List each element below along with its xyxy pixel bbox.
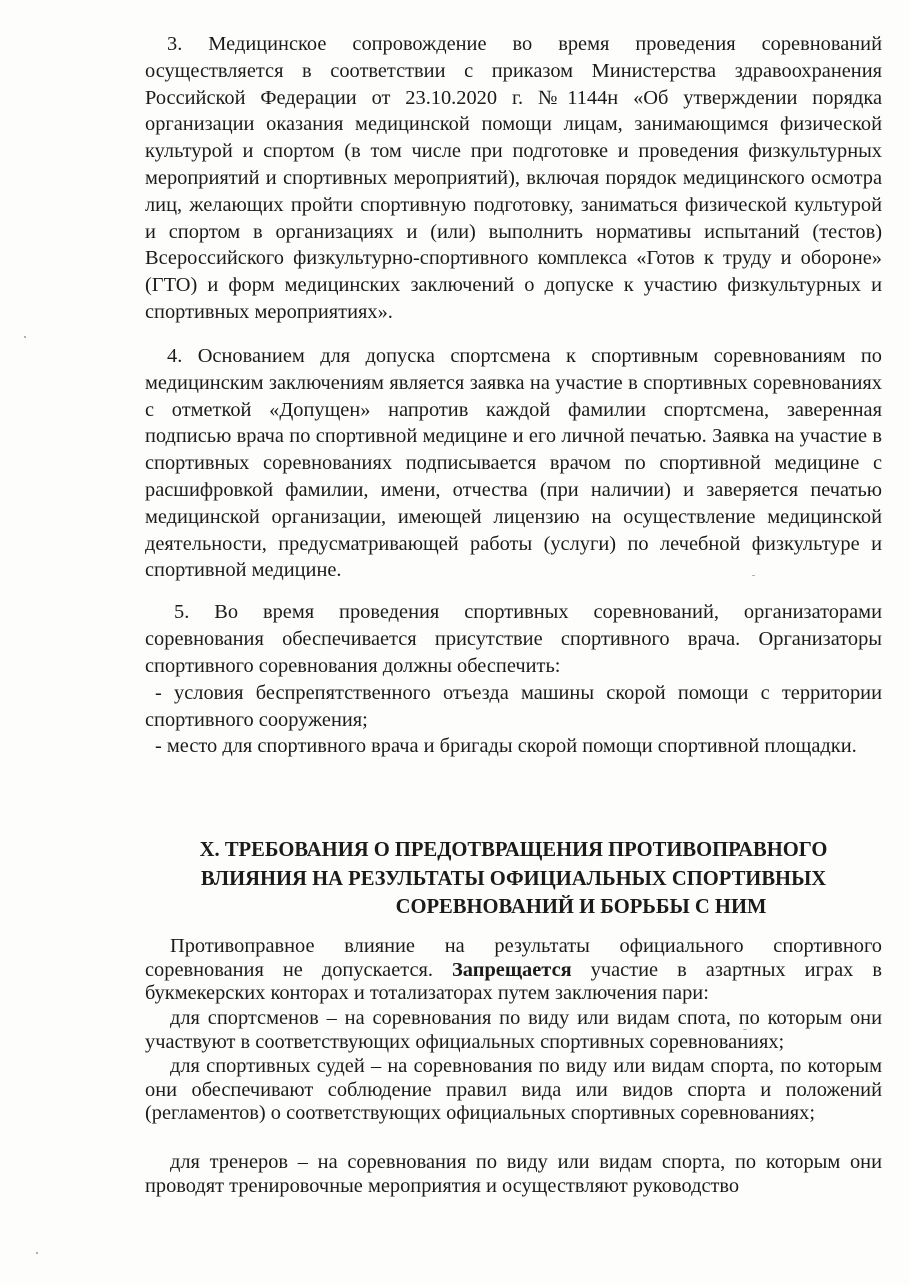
scan-speck xyxy=(752,575,755,576)
intro-bold-word: Запрещается xyxy=(452,958,572,981)
scan-speck xyxy=(743,1029,747,1030)
section-heading xyxy=(145,836,882,922)
scan-speck xyxy=(24,336,26,338)
item-judges: для спортивных судей – на соревнования по виду или видам спорта, по которым они обеспечивают соблюдение правил вида или видов спорта и положений (регламентов) о соответствующих официальных спортивных соревнованиях; xyxy=(145,1055,882,1125)
section-heading-line-2: ВЛИЯНИЯ НА РЕЗУЛЬТАТЫ ОФИЦИАЛЬНЫХ СПОРТИВНЫХ xyxy=(200,867,827,890)
section-heading-line-3: СОРЕВНОВАНИЙ И БОРЬБЫ С НИМ xyxy=(395,896,767,918)
bullet-doctor-place: - место для спортивного врача и бригады скорой помощи спортивной площадки. xyxy=(155,735,857,757)
bullet-ambulance-exit: - условия беспрепятственного отъезда машины скорой помощи с территории спортивного сооружения; xyxy=(145,682,882,731)
paragraph-5: 5. Во время проведения спортивных соревнований, организаторами соревнования обеспечивается присутствие спортивного врача. Организаторы спортивного соревнования должны обеспечить: xyxy=(145,601,882,677)
paragraph-4: 4. Основанием для допуска спортсмена к спортивным соревнованиям по медицинским заключениям является заявка на участие в спортивных соревнованиях с отметкой «Допущен» напротив каждой фамилии спортсмена, заверенная подписью врача по спортивной медицине и его личной печатью. Заявка на участие в спортивных соревнованиях подписывается врачом по спортивной медицине с расшифровкой фамилии, имени, отчества (при наличии) и заверяется печатью медицинской организации, имеющей лицензию на осуществление медицинской деятельности, предусматривающей работы (услуги) по лечебной физкультуре и спортивной медицине. xyxy=(145,345,882,582)
section-heading-line-1: X. ТРЕБОВАНИЯ О ПРЕДОТВРАЩЕНИЯ ПРОТИВОПРАВНОГО xyxy=(199,839,828,861)
paragraph-3: 3. Медицинское сопровождение во время проведения соревнований осуществляется в соответствии с приказом Министерства здравоохранения Российской Федерации от 23.10.2020 г. №1144н «Об утверждении порядка организации оказания медицинской помощи лицам, занимающимся физической культурой и спортом (в том числе при подготовке и проведения физкультурных мероприятий и спортивных мероприятий), включая порядок медицинского осмотра лиц, желающих пройти спортивную подготовку, заниматься физической культурой и спортом в организациях и (или) выполнить нормативы испытаний (тестов) Всероссийского физкультурно-спортивного комплекса «Готов к труду и обороне» (ГТО) и форм медицинских заключений о допуске к участию физкультурных и спортивных мероприятиях». xyxy=(145,33,882,323)
intro-text-end: участие в азартных играх в букмекерских конторах и тотализаторах путем заключения пари: xyxy=(145,958,882,1005)
item-athletes: для спортсменов – на соревнования по виду или видам спота, по которым они участвуют в соответствующих официальных спортивных соревнованиях; xyxy=(145,1007,882,1053)
paragraph-intro xyxy=(145,935,882,1006)
intro-text-start: Противоправное влияние на результаты официального спортивного соревнования не допускается. xyxy=(145,935,882,981)
item-coaches: для тренеров – на соревнования по виду или видам спорта, по которым они проводят тренировочные мероприятия и осуществляют руководство xyxy=(145,1151,882,1197)
scan-speck xyxy=(36,1252,38,1254)
